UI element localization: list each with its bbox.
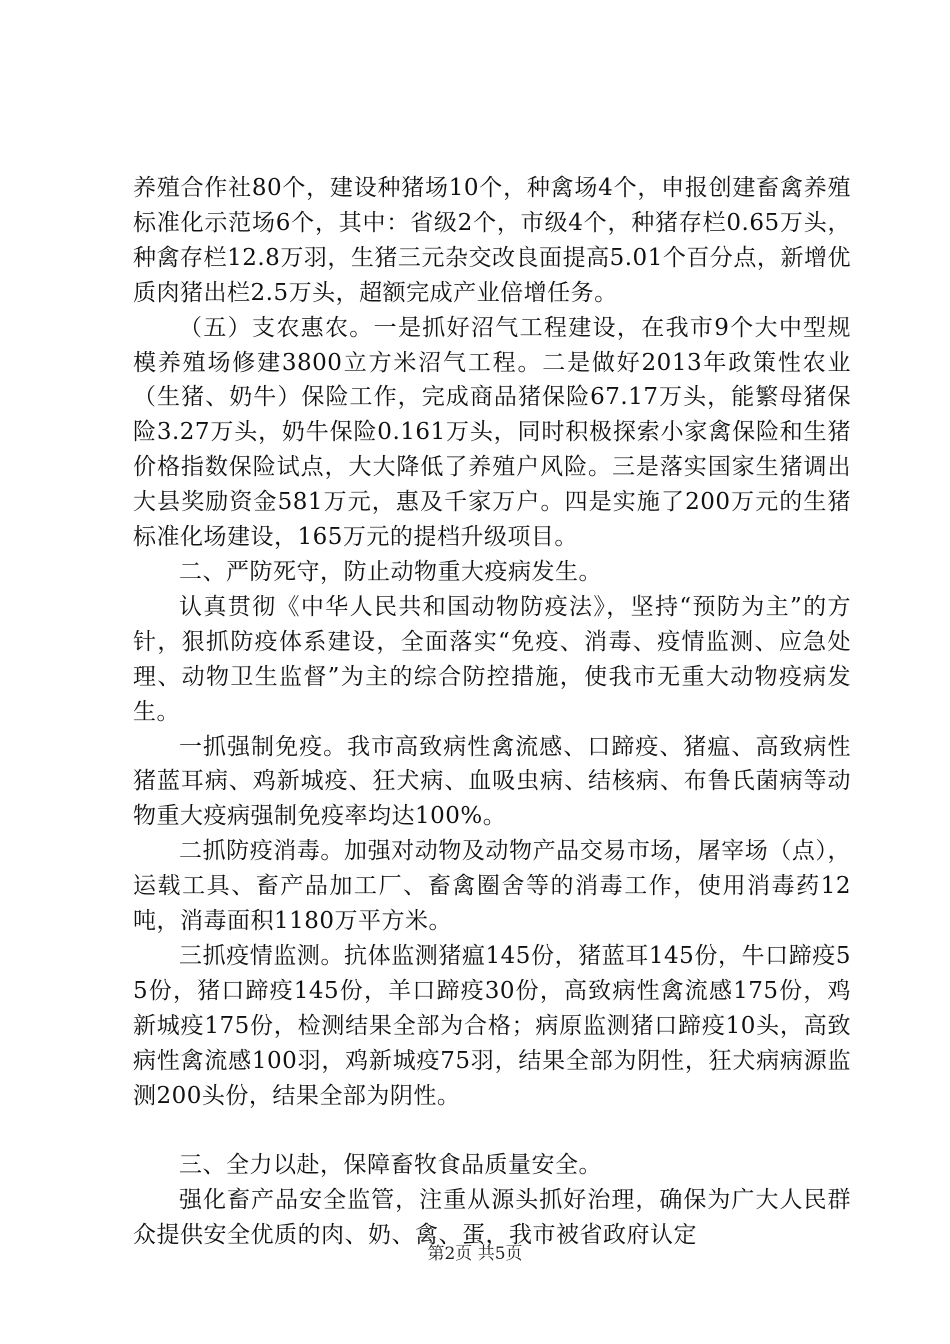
document-body xyxy=(133,171,851,1253)
paragraph-compulsory-immunization: 一抓强制免疫。我市高致病性禽流感、口蹄疫、猪瘟、高致病性猪蓝耳病、鸡新城疫、狂犬病、血吸虫病、结核病、布鲁氏菌病等动物重大疫病强制免疫率均达100%。 xyxy=(133,733,851,830)
paragraph-disinfection: 二抓防疫消毒。加强对动物及动物产品交易市场，屠宰场（点），运载工具、畜产品加工厂、畜禽圈舍等的消毒工作，使用消毒药12吨，消毒面积1180万平方米。 xyxy=(133,838,851,935)
paragraph-support-agriculture: （五）支农惠农。一是抓好沼气工程建设，在我市9个大中型规模养殖场修建3800立方米沼气工程。二是做好2013年政策性农业（生猪、奶牛）保险工作，完成商品猪保险67.17万头，能繁母猪保险3.27万头，奶牛保险0.161万头，同时积极探索小家禽保险和生猪价格指数保险试点，大大降低了养殖户风险。三是落实国家生猪调出大县奖励资金581万元，惠及千家万户。四是实施了200万元的生猪标准化场建设，165万元的提档升级项目。 xyxy=(133,314,851,551)
paragraph-prevention-law: 认真贯彻《中华人民共和国动物防疫法》，坚持“预防为主”的方针，狠抓防疫体系建设，全面落实“免疫、消毒、疫情监测、应急处理、动物卫生监督”为主的综合防控措施，使我市无重大动物疫病发生。 xyxy=(133,593,851,725)
paragraph-product-supervision: 强化畜产品安全监管，注重从源头抓好治理，确保为广大人民群众提供安全优质的肉、奶、禽、蛋，我市被省政府认定 xyxy=(133,1187,851,1249)
paragraph-spacer xyxy=(133,1113,851,1148)
page-number-footer: 第2页 共5页 xyxy=(427,1244,523,1264)
section-heading-epidemic-prevention: 二、严防死守，防止动物重大疫病发生。 xyxy=(179,558,602,585)
paragraph-epidemic-monitoring: 三抓疫情监测。抗体监测猪瘟145份，猪蓝耳145份，牛口蹄疫55份，猪口蹄疫145份，羊口蹄疫30份，高致病性禽流感175份，鸡新城疫175份，检测结果全部为合格；病原监测猪口蹄疫10头，高致病性禽流感100羽，鸡新城疫75羽，结果全部为阴性，狂犬病病源监测200头份，结果全部为阴性。 xyxy=(133,942,851,1109)
section-heading-food-safety: 三、全力以赴，保障畜牧食品质量安全。 xyxy=(179,1152,602,1179)
paragraph-livestock-cooperatives: 养殖合作社80个，建设种猪场10个，种禽场4个，申报创建畜禽养殖标准化示范场6个，其中：省级2个，市级4个，种猪存栏0.65万头，种禽存栏12.8万羽，生猪三元杂交改良面提高5.01个百分点，新增优质肉猪出栏2.5万头，超额完成产业倍增任务。 xyxy=(133,175,851,306)
